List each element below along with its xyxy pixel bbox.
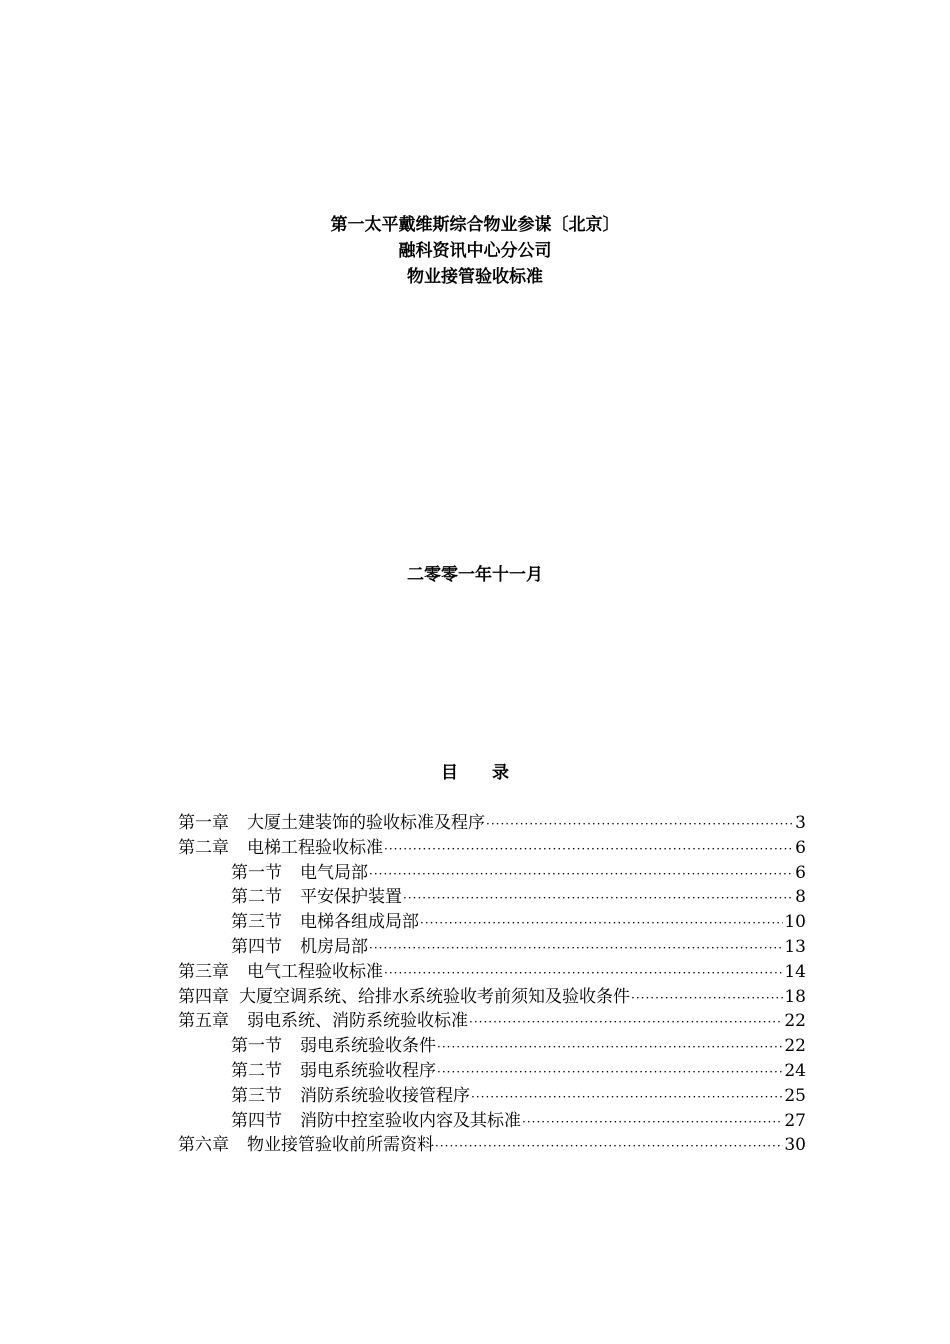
toc-entry[interactable] [178,935,806,960]
toc-leader-dots [471,1085,783,1110]
toc-entry-title: 大厦空调系统、给排水系统验收考前须知及验收条件 [239,986,630,1007]
toc-entry-title: 电气工程验收标准 [247,961,383,982]
toc-entry[interactable] [178,836,806,861]
toc-leader-dots [437,1035,783,1060]
toc-entry[interactable] [178,811,806,836]
toc-entry-title: 电气局部 [300,862,368,883]
toc-leader-dots [403,886,794,911]
toc-entry-number: 第三章 [178,961,229,982]
toc-entry-title: 弱电系统验收条件 [300,1036,436,1057]
toc-entry-page: 10 [784,912,806,933]
toc-entry[interactable] [178,1109,806,1134]
toc-entry-number: 第一节 [231,862,282,883]
toc-entry-page: 22 [784,1011,806,1032]
toc-leader-dots [384,961,783,986]
toc-entry[interactable] [178,1009,806,1034]
toc-entry-page: 6 [795,862,806,883]
toc-entry-page: 30 [784,1135,806,1156]
toc-heading-right: 录 [492,763,509,783]
toc-entry[interactable] [178,861,806,886]
toc-heading-left: 目 [441,763,458,783]
toc-entry-title: 消防中控室验收内容及其标准 [300,1110,521,1131]
toc-entry-number: 第五章 [178,1011,229,1032]
toc-entry-title: 物业接管验收前所需资料 [247,1135,434,1156]
toc-entry-number: 第一章 [178,813,229,833]
toc-leader-dots [469,1010,783,1035]
toc-leader-dots [369,862,794,887]
toc-entry-title: 电梯各组成局部 [300,912,419,933]
toc-entry[interactable] [178,960,806,985]
toc-entry-page: 27 [784,1110,806,1131]
toc-leader-dots [369,936,783,961]
toc-entry-page: 3 [795,813,806,833]
toc-entry-number: 第四章 [178,986,229,1007]
toc-entry-title: 平安保护装置 [300,887,402,908]
toc-leader-dots [631,986,783,1011]
toc-entry-number: 第三节 [231,912,282,933]
toc-entry-title: 消防系统验收接管程序 [300,1085,470,1106]
title-subject: 物业接管验收标准 [407,267,543,287]
toc-entry[interactable] [178,885,806,910]
toc-entry-number: 第二节 [231,887,282,908]
toc-entry-page: 18 [784,986,806,1007]
title-company: 第一太平戴维斯综合物业参谋〔北京〕 [330,215,620,235]
toc-entry-page: 25 [784,1085,806,1106]
toc-entry-title: 弱电系统、消防系统验收标准 [247,1011,468,1032]
document-title [0,212,950,290]
toc-leader-dots [437,1060,783,1085]
toc-entry-number: 第四节 [231,1110,282,1131]
toc-entry-page: 6 [795,837,806,858]
toc-entry[interactable] [178,1084,806,1109]
toc-entry-number: 第二章 [178,837,229,858]
toc-entry-page: 13 [784,936,806,957]
toc-entry-page: 24 [784,1060,806,1081]
toc-entry[interactable] [178,985,806,1010]
toc-entry-title: 弱电系统验收程序 [300,1060,436,1081]
toc-leader-dots [486,812,794,837]
toc-entry[interactable] [178,1059,806,1084]
toc-leader-dots [435,1134,783,1159]
toc-entry-number: 第一节 [231,1036,282,1057]
toc-entry-number: 第六章 [178,1135,229,1156]
title-branch: 融科资讯中心分公司 [398,241,552,261]
toc-heading [0,761,950,785]
toc-entry-page: 14 [784,961,806,982]
toc-entry-title: 机房局部 [300,936,368,957]
toc-leader-dots [420,911,783,936]
toc-entry[interactable] [178,910,806,935]
toc-entry[interactable] [178,1133,806,1158]
toc-entry-title: 大厦土建装饰的验收标准及程序 [247,813,485,833]
toc-leader-dots [522,1110,783,1135]
document-date: 二零零一年十一月 [407,565,543,585]
table-of-contents [178,811,806,1158]
toc-leader-dots [384,837,794,862]
toc-entry-number: 第四节 [231,936,282,957]
toc-entry-number: 第二节 [231,1060,282,1081]
toc-entry-title: 电梯工程验收标准 [247,837,383,858]
toc-entry[interactable] [178,1034,806,1059]
toc-entry-page: 22 [784,1036,806,1057]
toc-entry-page: 8 [795,887,806,908]
toc-entry-number: 第三节 [231,1085,282,1106]
